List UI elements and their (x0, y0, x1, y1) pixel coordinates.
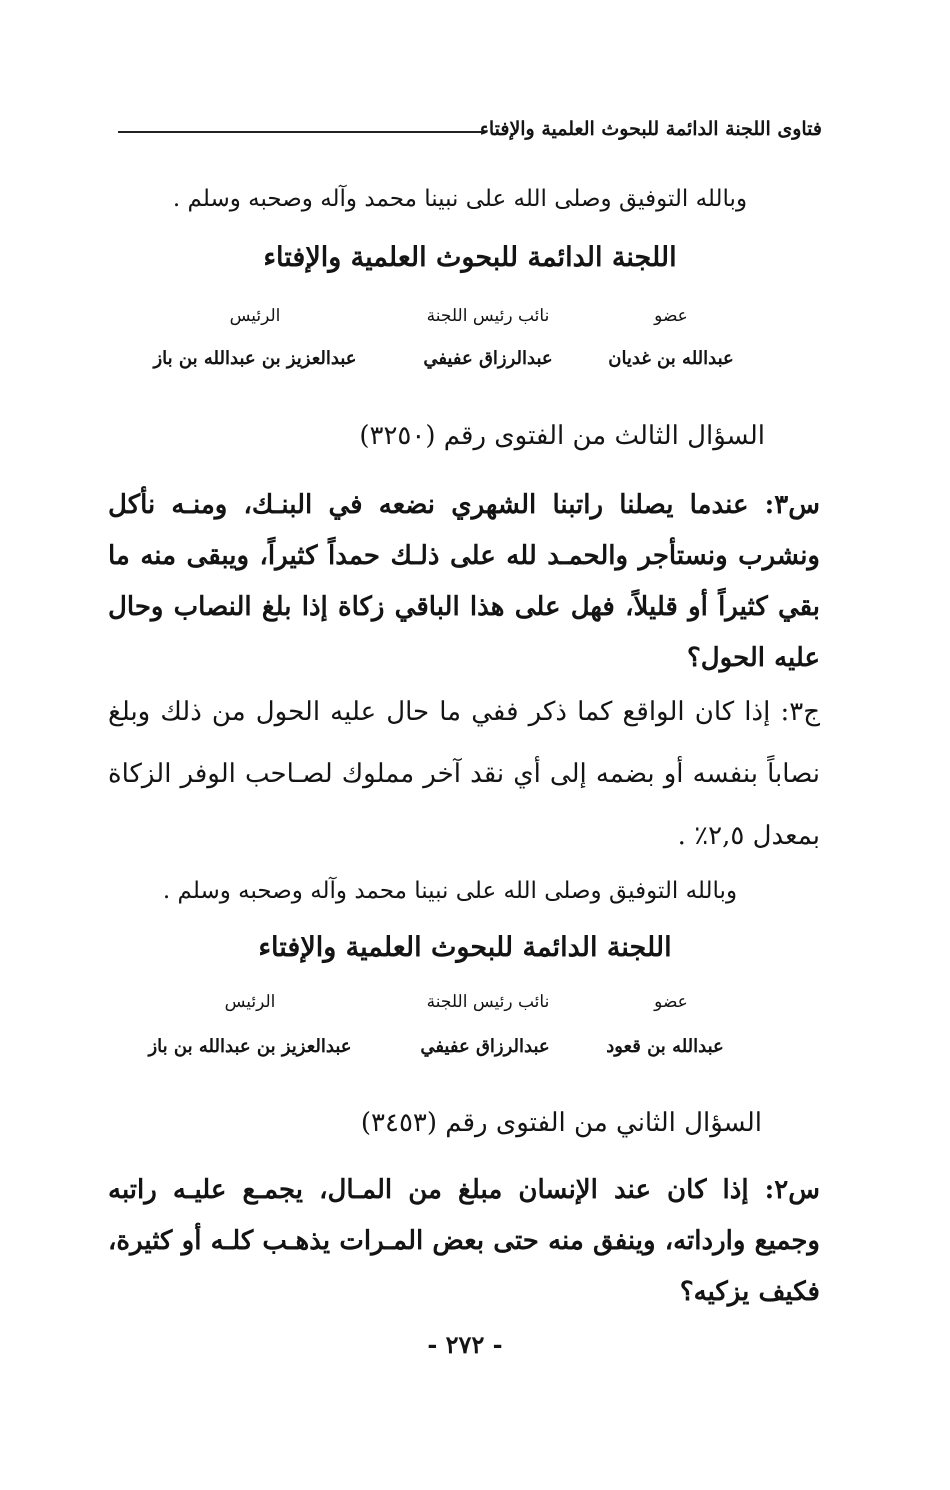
closing-formula: وبالله التوفيق وصلى الله على نبينا محمد وآله وصحبه وسلم . (162, 878, 738, 904)
fatwa-heading: السؤال الثاني من الفتوى رقم (٣٤٥٣) (360, 1108, 762, 1138)
header-rule (118, 131, 483, 133)
fatwa-question: س٢: إذا كان عند الإنسان مبلغ من المـال، يجمـع عليـه راتبه وجميع وارداته، وينفق منه حتى بعض المـرات يذهـب كلـه أو كثيرة، فكيف يزكيه؟ (108, 1175, 820, 1307)
signatory-role-member: عضو (654, 992, 688, 1012)
signatory-name-vice-chair: عبدالرزاق عفيفي (423, 348, 553, 369)
signatory-role-vice-chair: نائب رئيس اللجنة (426, 992, 550, 1012)
fatwa-heading: السؤال الثالث من الفتوى رقم (٣٢٥٠) (359, 421, 765, 451)
signatory-name-member: عبدالله بن قعود (606, 1036, 724, 1057)
fatwa-answer: ج٣: إذا كان الواقع كما ذكر ففي ما حال عليه الحول من ذلك وبلغ نصاباً بنفسه أو بضمه إلى أي نقد آخر مملوك لصـاحب الوفر الزكاة بمعدل ٢,٥٪ . (108, 697, 820, 851)
committee-name: اللجنة الدائمة للبحوث العلمية والإفتاء (263, 242, 677, 273)
signatory-role-vice-chair: نائب رئيس اللجنة (426, 306, 550, 326)
closing-formula: وبالله التوفيق وصلى الله على نبينا محمد وآله وصحبه وسلم . (172, 186, 748, 212)
signatory-name-chair: عبدالعزيز بن عبدالله بن باز (148, 1036, 352, 1057)
signatory-name-chair: عبدالعزيز بن عبدالله بن باز (153, 348, 357, 369)
signatory-role-chair: الرئيس (224, 992, 276, 1012)
signatory-role-chair: الرئيس (229, 306, 281, 326)
signatory-name-member: عبدالله بن غديان (608, 348, 734, 369)
running-header-title: فتاوى اللجنة الدائمة للبحوث العلمية والإفتاء (479, 118, 822, 140)
page-number: - ٢٧٢ - (427, 1330, 503, 1359)
signatory-role-member: عضو (654, 306, 688, 326)
fatwa-question: س٣: عندما يصلنا راتبنا الشهري نضعه في البنـك، ومنـه نأكل ونشرب ونستأجر والحمـد لله على ذلـك حمداً كثيراً، ويبقى منه ما بقي كثيراً أو قليلاً، فهل على هذا الباقي زكاة إذا بلغ النصاب وحال عليه الحول؟ (108, 490, 820, 673)
committee-name: اللجنة الدائمة للبحوث العلمية والإفتاء (258, 932, 672, 963)
signatory-name-vice-chair: عبدالرزاق عفيفي (420, 1036, 550, 1057)
